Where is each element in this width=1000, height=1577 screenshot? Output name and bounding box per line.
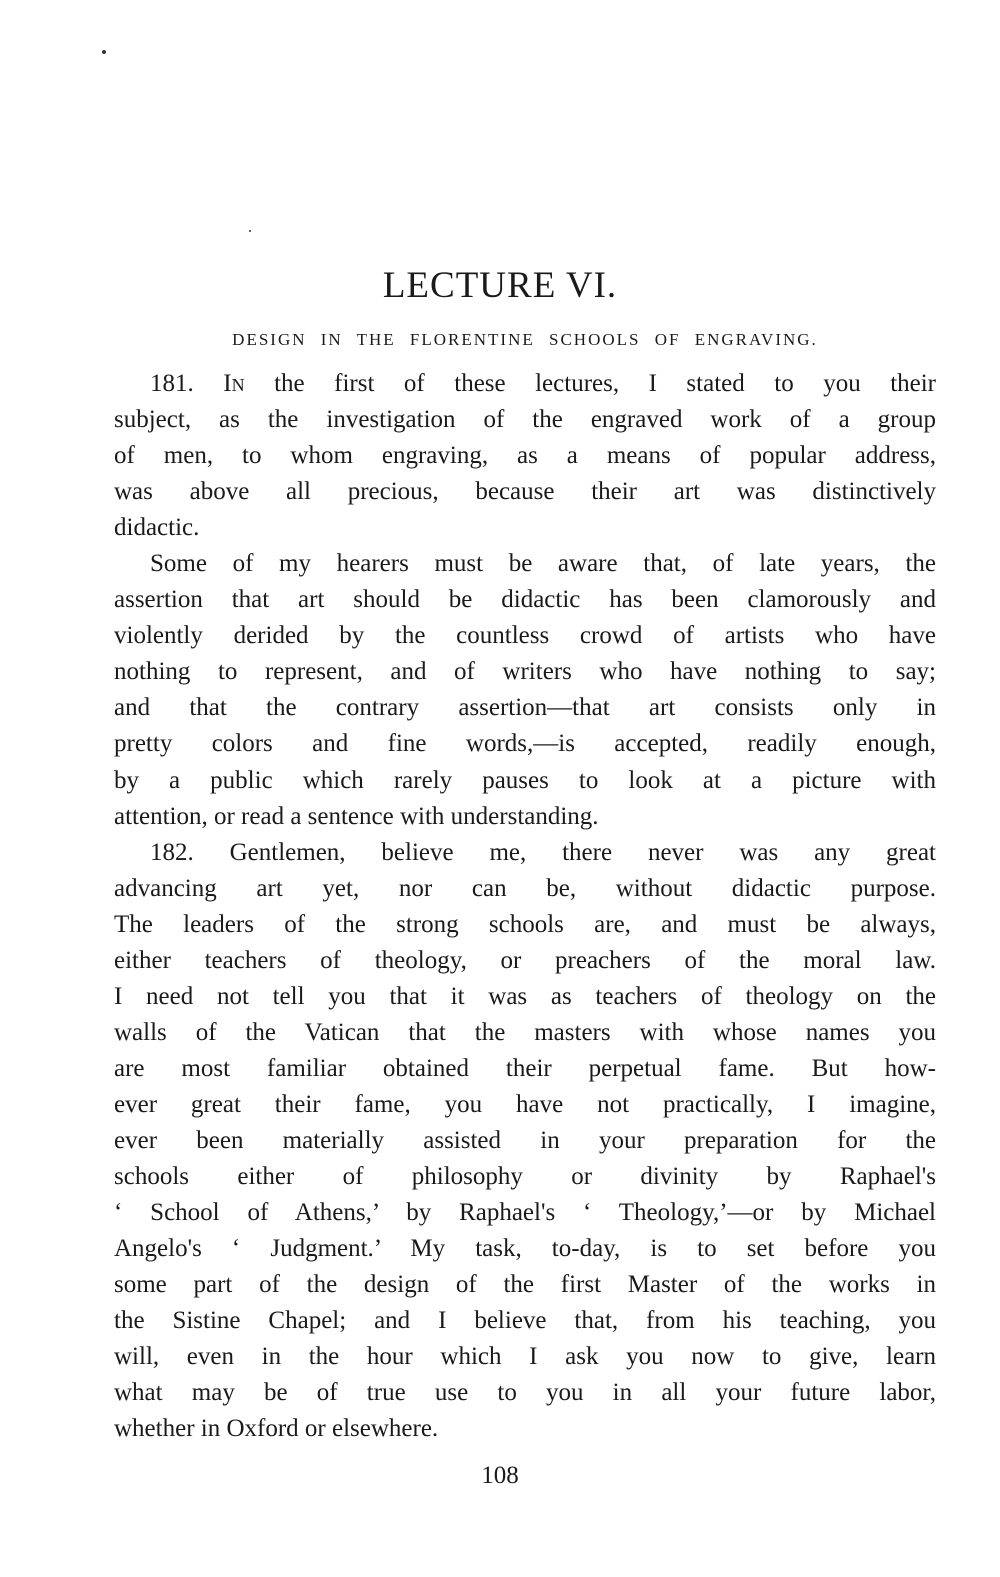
text-line: nothing to represent, and of writers who have nothing to say; <box>114 658 936 686</box>
text-line: and that the contrary assertion—that art consists only in <box>114 694 936 722</box>
text-line: Angelo's ‘ Judgment.’ My task, to-day, is to set before you <box>114 1235 936 1263</box>
text-line: of men, to whom engraving, as a means of popular address, <box>114 442 936 470</box>
lead-word: In <box>223 370 245 397</box>
text-line: whether in Oxford or elsewhere. <box>114 1415 439 1443</box>
text-line: was above all precious, because their art was distinctively <box>114 478 936 506</box>
text-line: I need not tell you that it was as teachers of theology on the <box>114 982 936 1010</box>
text-line: subject, as the investigation of the engraved work of a group <box>114 406 936 434</box>
text-line: The leaders of the strong schools are, and must be always, <box>114 910 936 938</box>
text-line: schools either of philosophy or divinity by Raphael's <box>114 1163 936 1191</box>
text-line: ‘ School of Athens,’ by Raphael's ‘ Theology,’—or by Michael <box>114 1199 936 1227</box>
text-line: some part of the design of the first Master of the works in <box>114 1271 936 1299</box>
text-line: ever great their fame, you have not practically, I imagine, <box>114 1090 936 1118</box>
text-line: by a public which rarely pauses to look at a picture with <box>114 766 936 794</box>
text-line: didactic. <box>114 514 200 542</box>
text-line: the Sistine Chapel; and I believe that, from his teaching, you <box>114 1307 936 1335</box>
text-line: either teachers of theology, or preachers of the moral law. <box>114 946 936 974</box>
printing-speck <box>102 50 106 54</box>
text-line: 182. Gentlemen, believe me, there never was any great <box>150 838 936 866</box>
text-line: ever been materially assisted in your preparation for the <box>114 1126 936 1154</box>
lecture-heading: LECTURE VI. <box>382 265 618 306</box>
text-line: what may be of true use to you in all your future labor, <box>114 1379 936 1407</box>
page-number: 108 <box>481 1462 519 1489</box>
body-text <box>114 366 936 1447</box>
text-line: violently derided by the countless crowd of artists who have <box>114 622 936 650</box>
text-line: are most familiar obtained their perpetual fame. But how- <box>114 1054 936 1082</box>
text-line-lead: 181. In the first of these lectures, I stated to you their <box>150 370 937 397</box>
text-line: advancing art yet, nor can be, without didactic purpose. <box>114 874 936 902</box>
text-line: walls of the Vatican that the masters with whose names you <box>114 1018 936 1046</box>
text-line: pretty colors and fine words,—is accepted, readily enough, <box>114 730 936 758</box>
lecture-subheading: DESIGN IN THE FLORENTINE SCHOOLS OF ENGRAVING. <box>232 330 818 349</box>
printing-speck <box>249 230 251 232</box>
text-line: will, even in the hour which I ask you now to give, learn <box>114 1343 936 1371</box>
text-line: Some of my hearers must be aware that, of late years, the <box>150 550 936 578</box>
text-line: attention, or read a sentence with understanding. <box>114 802 599 830</box>
text-line: assertion that art should be didactic has been clamorously and <box>114 586 936 614</box>
